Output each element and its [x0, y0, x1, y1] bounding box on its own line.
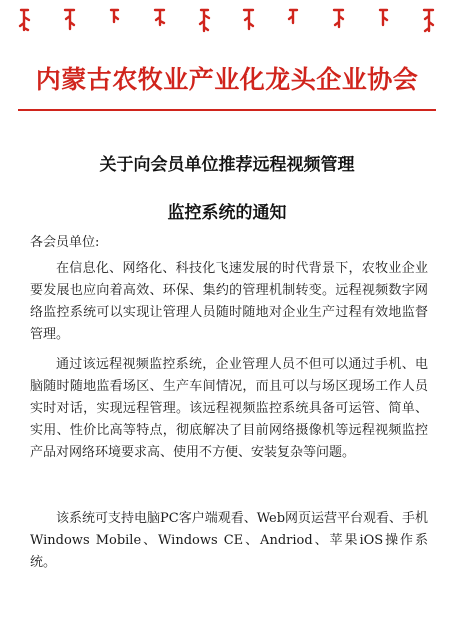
mongolian-word-glyph [287, 8, 301, 26]
document-title-line-1: 关于向会员单位推荐远程视频管理 [99, 155, 355, 175]
body-paragraph-3: 该系统可支持电脑PC客户端观看、Web网页运营平台观看、手机 Windows Mobile、Windows CE、Andriod、苹果iOS操作系统。 [30, 511, 429, 570]
header-divider [18, 109, 436, 111]
mongolian-word-glyph [422, 8, 436, 34]
document-title-line-2: 监控系统的通知 [167, 203, 287, 223]
mongolian-word-glyph [63, 8, 77, 32]
organization-name: 内蒙古农牧业产业化龙头企业协会 [35, 65, 419, 94]
body-paragraph-1: 在信息化、网络化、科技化飞速发展的时代背景下，农牧业企业要发展也应向着高效、环保、集约的管理机制转变。远程视频数字网络监控系统可以实现让管理人员随时随地对企业生产过程有效地监督管理。 [30, 261, 428, 342]
body-paragraph-2: 通过该远程视频监控系统，企业管理人员不但可以通过手机、电脑随时随地监看场区、生产车间情况，而且可以与场区现场工作人员实时对话，实现远程管理。该远程视频监控系统具备可运管、简单、实用、性价比高等特点，彻底解决了目前网络摄像机等远程视频监控产品对网络环境要求高、使用不方便、安装复杂等问题。 [30, 357, 428, 460]
mongolian-word-glyph [332, 8, 346, 30]
mongolian-word-glyph [18, 8, 32, 32]
mongolian-word-glyph [198, 8, 212, 34]
salutation: 各会员单位: [30, 235, 100, 250]
mongolian-word-glyph [242, 8, 256, 32]
mongolian-word-glyph [153, 8, 167, 28]
mongolian-word-glyph [377, 8, 391, 28]
mongolian-script-header [18, 8, 436, 34]
mongolian-word-glyph [108, 8, 122, 26]
